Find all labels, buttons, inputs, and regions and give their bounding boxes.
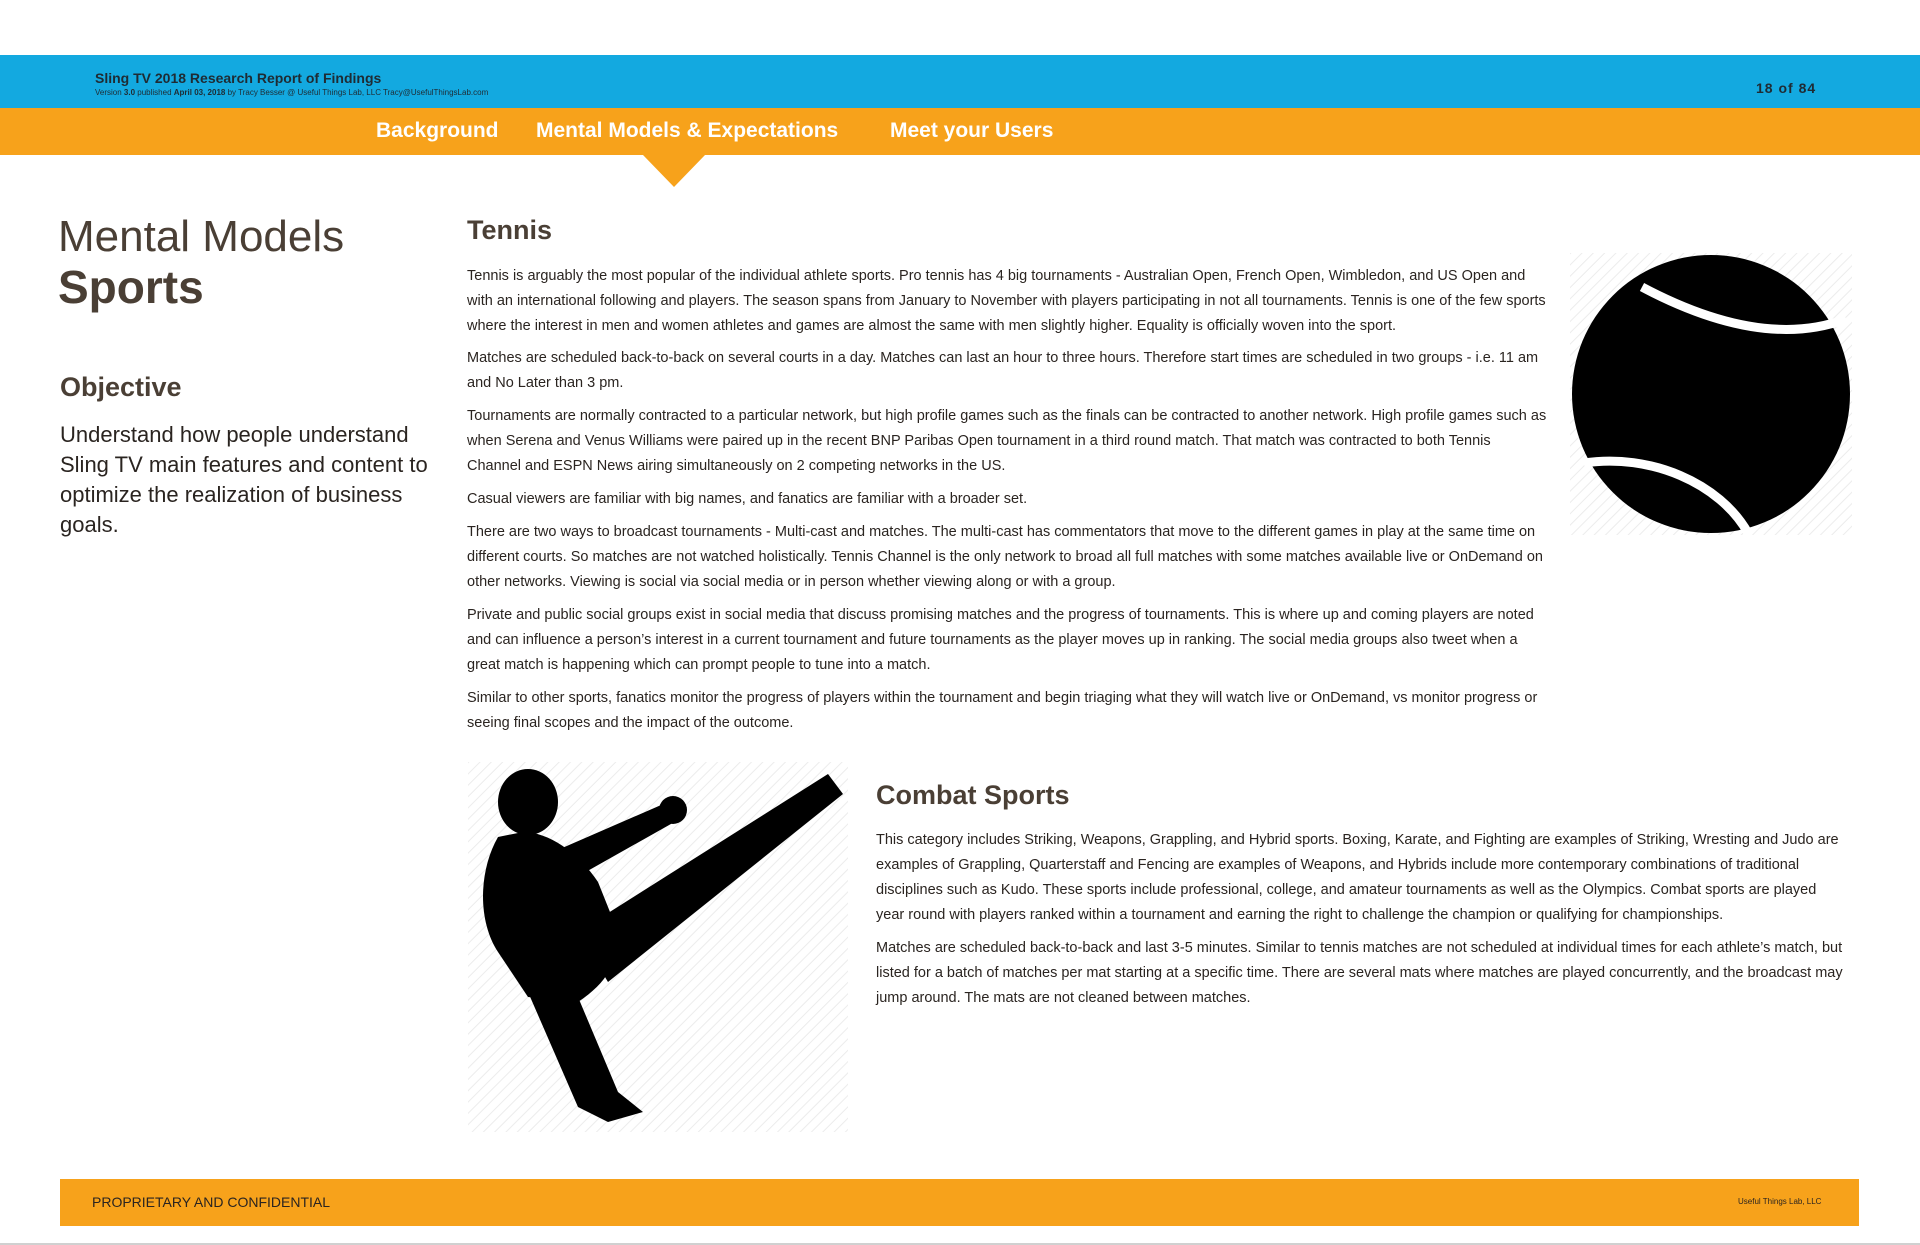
meta-published-label: published xyxy=(137,88,172,97)
nav-item-meet-your-users[interactable]: Meet your Users xyxy=(890,119,1054,142)
tennis-ball-icon xyxy=(1570,253,1852,535)
tennis-paragraph: Matches are scheduled back-to-back on several courts in a day. Matches can last an hour to three hours. Therefore start times are scheduled in two groups - i.e. 11 am and No Later than 3 pm. xyxy=(467,350,1539,391)
footer-company: Useful Things Lab, LLC xyxy=(1738,1197,1822,1206)
meta-by: by Tracy Besser @ Useful Things Lab, LLC xyxy=(227,88,381,97)
page-title: Mental Models xyxy=(58,212,345,261)
combat-heading: Combat Sports xyxy=(876,780,1070,810)
tennis-paragraph: Private and public social groups exist in social media that discuss promising matches and the progress of tournaments. This is where up and coming players are noted and can influence a person’s interest in a current tournament and future tournaments as the player moves up in ranking. The social media groups also tweet when a great match is happening which can prompt people to tune into a match. xyxy=(467,607,1534,673)
report-meta xyxy=(95,88,488,97)
active-nav-pointer xyxy=(643,155,705,187)
top-margin xyxy=(0,0,1920,55)
page-number: 18 of 84 xyxy=(1756,80,1817,96)
tennis-paragraph: There are two ways to broadcast tournaments - Multi-cast and matches. The multi-cast has commentators that move to the different games in play at the same time on different courts. So matches are not watched holistically. Tennis Channel is the only network to broad all full matches with some matches available live or OnDemand on other networks. Viewing is social via social media or in person whether viewing along or with a group. xyxy=(467,524,1543,590)
objective-text: Understand how people understand Sling TV main features and content to optimize the realization of business goals. xyxy=(60,422,428,537)
tennis-heading: Tennis xyxy=(467,215,553,245)
meta-date: April 03, 2018 xyxy=(173,88,226,97)
meta-version: 3.0 xyxy=(123,88,136,97)
tennis-paragraph: Tournaments are normally contracted to a particular network, but high profile games such as the finals can be contracted to another network. High profile games such as when Serena and Venus Williams were paired up in the recent BNP Paribas Open tournament in a third round match. That match was contracted to both Tennis Channel and ESPN News airing simultaneously on 2 competing networks in the US. xyxy=(467,408,1547,474)
tennis-paragraph: Casual viewers are familiar with big names, and fanatics are familiar with a broader set. xyxy=(467,491,1028,507)
footer-confidential: PROPRIETARY AND CONFIDENTIAL xyxy=(92,1194,331,1210)
tennis-paragraph: Tennis is arguably the most popular of the individual athlete sports. Pro tennis has 4 big tournaments - Australian Open, French Open, Wimbledon, and US Open and with an international following and players. The season spans from January to November with players participating in not all tournaments. Tennis is one of the few sports where the interest in men and women athletes and games are almost the same with men slightly higher. Equality is officially woven into the sport. xyxy=(467,268,1546,334)
report-title: Sling TV 2018 Research Report of Findings xyxy=(95,70,382,86)
combat-paragraph: Matches are scheduled back-to-back and last 3-5 minutes. Similar to tennis matches are not scheduled at individual times for each athlete’s match, but listed for a batch of matches per mat starting at a specific time. There are several mats where matches are played concurrently, and the broadcast may jump around. The mats are not cleaned between matches. xyxy=(876,940,1843,1006)
nav-item-mental-models[interactable]: Mental Models & Expectations xyxy=(536,119,839,142)
martial-arts-kick-icon xyxy=(468,762,848,1132)
combat-paragraph: This category includes Striking, Weapons, Grappling, and Hybrid sports. Boxing, Karate, and Fighting are examples of Striking, Wresting and Judo are examples of Grappling, Quarterstaff and Fencing are examples of Weapons, and Hybrids include more contemporary combinations of traditional disciplines such as Kudo. These sports include professional, college, and amateur tournaments as well as the Olympics. Combat sports are played year round with players ranked within a tournament and earning the right to challenge the champion or qualifying for championships. xyxy=(876,832,1839,923)
nav-item-background[interactable]: Background xyxy=(376,119,499,142)
meta-version-label: Version xyxy=(95,88,122,97)
page-subtitle: Sports xyxy=(58,261,204,313)
meta-email: Tracy@UsefulThingsLab.com xyxy=(383,88,489,97)
objective-heading: Objective xyxy=(60,372,182,402)
tennis-paragraph: Similar to other sports, fanatics monitor the progress of players within the tournament and begin triaging what they will watch live or OnDemand, vs monitor progress or seeing final scopes and the impact of the outcome. xyxy=(467,690,1538,731)
